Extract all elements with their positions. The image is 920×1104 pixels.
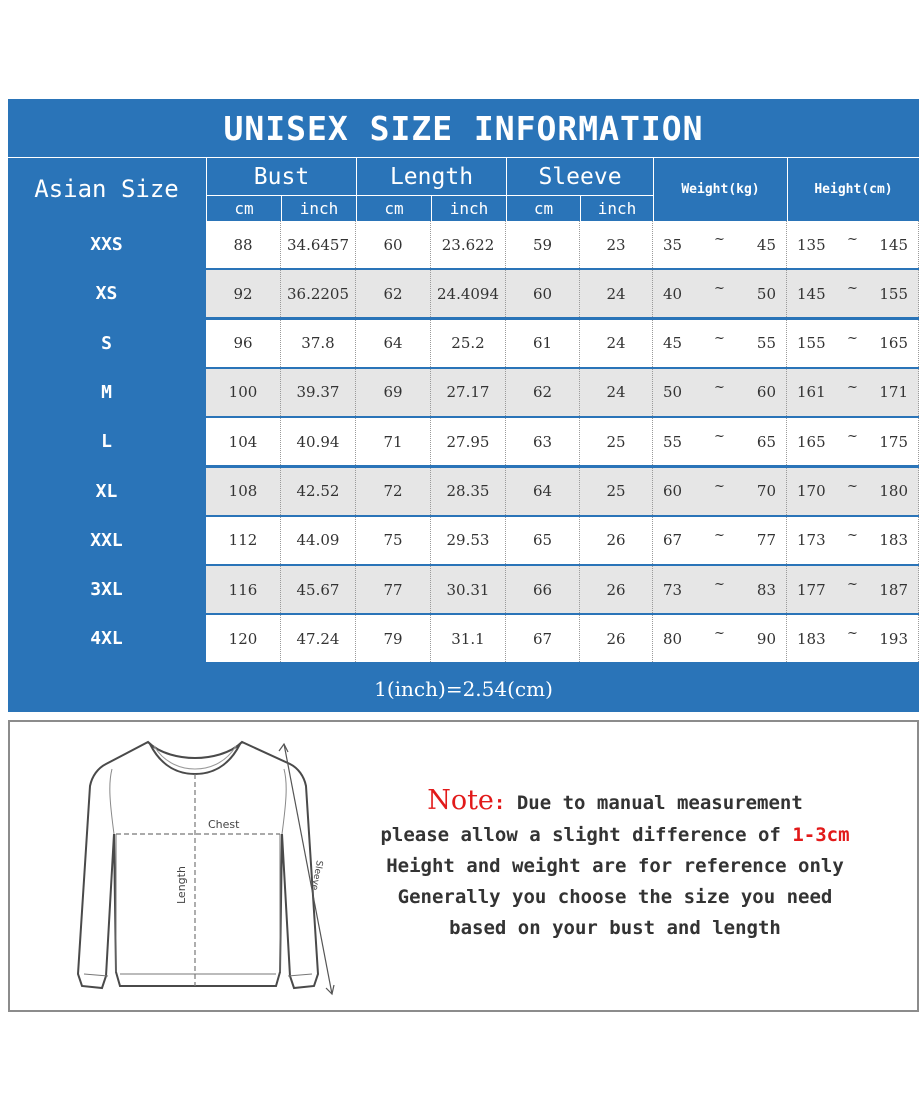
bust-cm-cell: 88	[206, 221, 281, 268]
height-min: 161	[797, 383, 826, 402]
height-max: 165	[879, 334, 908, 353]
sleeve-label: Sleeve	[308, 859, 324, 891]
weight-header: Weight(kg)	[681, 181, 760, 197]
height-min: 135	[797, 235, 826, 254]
table-row	[8, 566, 919, 613]
height-range-cell	[787, 320, 919, 367]
sleeve-inch-cell: 25	[580, 468, 653, 515]
height-range-cell	[787, 468, 919, 515]
length-cm-cell: 62	[356, 270, 431, 317]
asian-size-header: Asian Size	[34, 175, 179, 203]
bust-inch-header: inch	[299, 198, 339, 218]
length-inch-header: inch	[449, 198, 489, 218]
weight-range-cell	[653, 468, 787, 515]
range-separator: ~	[714, 626, 725, 642]
bust-inch-cell: 37.8	[281, 320, 356, 367]
weight-min: 35	[663, 235, 683, 254]
length-cm-header: cm	[384, 198, 404, 218]
sleeve-cm-cell: 60	[506, 270, 580, 317]
bust-cm-cell: 116	[206, 566, 281, 613]
sleeve-cm-cell: 66	[506, 566, 580, 613]
length-inch-cell: 24.4094	[431, 270, 506, 317]
weight-min: 50	[663, 383, 683, 402]
length-inch-cell: 29.53	[431, 517, 506, 564]
sleeve-cm-header: cm	[533, 198, 554, 218]
height-min: 155	[797, 334, 826, 353]
bust-inch-cell: 42.52	[281, 468, 356, 515]
length-cm-cell: 64	[356, 320, 431, 367]
range-separator: ~	[847, 379, 858, 395]
sleeve-cm-cell: 61	[506, 320, 580, 367]
sleeve-inch-cell: 24	[580, 320, 653, 367]
sleeve-cm-cell: 63	[506, 418, 580, 465]
length-inch-cell: 31.1	[431, 615, 506, 662]
sleeve-inch-cell: 25	[580, 418, 653, 465]
bust-inch-cell: 45.67	[281, 566, 356, 613]
height-range-cell	[787, 418, 919, 465]
sleeve-inch-cell: 26	[580, 566, 653, 613]
weight-range-cell	[653, 615, 787, 662]
weight-range-cell	[653, 517, 787, 564]
sleeve-cm-cell: 62	[506, 369, 580, 416]
size-label-cell: XXL	[8, 517, 205, 564]
note-colon: :	[493, 792, 506, 814]
height-max: 145	[879, 235, 908, 254]
height-max: 175	[879, 432, 908, 451]
sleeve-inch-cell: 23	[580, 221, 653, 268]
size-label-cell: S	[8, 320, 205, 367]
table-row	[8, 270, 919, 317]
note-text	[310, 784, 920, 944]
weight-max: 60	[756, 383, 776, 402]
weight-range-cell	[653, 566, 787, 613]
table-row	[8, 320, 919, 367]
height-max: 183	[879, 531, 908, 550]
height-range-cell	[787, 369, 919, 416]
sleeve-cm-cell: 59	[506, 221, 580, 268]
length-cm-cell: 72	[356, 468, 431, 515]
bust-cm-cell: 108	[206, 468, 281, 515]
note-difference-highlight: 1-3cm	[792, 824, 850, 846]
height-range-cell	[787, 566, 919, 613]
table-row	[8, 468, 919, 515]
sleeve-inch-header: inch	[597, 198, 637, 218]
range-separator: ~	[847, 232, 858, 247]
range-separator: ~	[714, 379, 725, 395]
range-separator: ~	[714, 527, 725, 543]
range-separator: ~	[847, 577, 858, 593]
bust-cm-cell: 112	[206, 517, 281, 564]
note-line-2: please allow a slight difference of	[380, 824, 781, 846]
size-label-cell: 4XL	[8, 615, 205, 662]
range-separator: ~	[714, 232, 725, 247]
weight-min: 80	[663, 629, 683, 648]
bust-cm-cell: 92	[206, 270, 281, 317]
bust-cm-header: cm	[234, 198, 254, 218]
weight-max: 77	[756, 531, 776, 550]
bust-inch-cell: 40.94	[281, 418, 356, 465]
size-label-cell: XXS	[8, 221, 205, 268]
bust-inch-cell: 34.6457	[281, 221, 356, 268]
bust-inch-cell: 36.2205	[281, 270, 356, 317]
height-min: 183	[797, 629, 826, 648]
range-separator: ~	[847, 330, 858, 346]
sleeve-cm-cell: 64	[506, 468, 580, 515]
size-label-cell: L	[8, 418, 205, 465]
length-inch-cell: 27.17	[431, 369, 506, 416]
note-line-3: Height and weight are for reference only	[386, 855, 844, 877]
range-separator: ~	[714, 577, 725, 593]
range-separator: ~	[847, 429, 858, 445]
sleeve-header: Sleeve	[538, 164, 622, 190]
weight-max: 70	[756, 482, 776, 500]
range-separator: ~	[714, 478, 725, 494]
sleeve-cm-cell: 65	[506, 517, 580, 564]
size-table	[8, 99, 919, 712]
weight-max: 50	[756, 284, 776, 303]
height-range-cell	[787, 615, 919, 662]
bust-inch-cell: 47.24	[281, 615, 356, 662]
note-label: Note	[427, 785, 494, 816]
weight-max: 90	[756, 629, 776, 648]
bust-cm-cell: 104	[206, 418, 281, 465]
table-row	[8, 517, 919, 564]
length-header: Length	[389, 164, 474, 190]
height-max: 171	[879, 383, 908, 402]
range-separator: ~	[847, 281, 858, 297]
size-label-cell: 3XL	[8, 566, 205, 613]
bust-inch-cell: 44.09	[281, 517, 356, 564]
table-row	[8, 418, 919, 465]
length-inch-cell: 27.95	[431, 418, 506, 465]
height-min: 170	[797, 482, 826, 500]
shirt-measurement-illustration	[50, 724, 350, 1012]
bust-cm-cell: 120	[206, 615, 281, 662]
height-max: 193	[879, 629, 908, 648]
table-row	[8, 615, 919, 662]
shirt-outline	[78, 742, 318, 988]
length-cm-cell: 69	[356, 369, 431, 416]
range-separator: ~	[714, 281, 725, 297]
height-max: 180	[879, 482, 908, 500]
size-label-cell: M	[8, 369, 205, 416]
range-separator: ~	[847, 527, 858, 543]
bust-inch-cell: 39.37	[281, 369, 356, 416]
bust-cm-cell: 100	[206, 369, 281, 416]
sleeve-inch-cell: 24	[580, 270, 653, 317]
weight-max: 83	[756, 580, 776, 599]
weight-min: 45	[663, 334, 683, 353]
weight-max: 45	[756, 235, 776, 254]
sleeve-cm-cell: 67	[506, 615, 580, 662]
length-label: Length	[175, 866, 188, 904]
length-inch-cell: 28.35	[431, 468, 506, 515]
note-line-5: based on your bust and length	[449, 917, 781, 939]
weight-max: 55	[756, 334, 776, 353]
weight-min: 60	[663, 482, 683, 500]
length-cm-cell: 60	[356, 221, 431, 268]
height-header: Height(cm)	[814, 181, 893, 197]
height-range-cell	[787, 517, 919, 564]
table-title: UNISEX SIZE INFORMATION	[223, 108, 704, 148]
range-separator: ~	[847, 626, 858, 642]
weight-range-cell	[653, 320, 787, 367]
height-min: 173	[797, 531, 826, 550]
length-inch-cell: 30.31	[431, 566, 506, 613]
size-label-cell: XL	[8, 468, 205, 515]
height-min: 145	[797, 284, 826, 303]
sleeve-inch-cell: 24	[580, 369, 653, 416]
height-max: 187	[879, 580, 908, 599]
table-row	[8, 369, 919, 416]
weight-min: 67	[663, 531, 683, 550]
length-inch-cell: 25.2	[431, 320, 506, 367]
weight-range-cell	[653, 418, 787, 465]
weight-range-cell	[653, 369, 787, 416]
length-cm-cell: 71	[356, 418, 431, 465]
note-panel	[8, 720, 919, 1012]
size-label-cell: XS	[8, 270, 205, 317]
height-min: 177	[797, 580, 826, 599]
weight-min: 73	[663, 580, 683, 599]
sleeve-inch-cell: 26	[580, 615, 653, 662]
range-separator: ~	[847, 478, 858, 494]
height-range-cell	[787, 221, 919, 268]
unit-conversion-footer: 1(inch)=2.54(cm)	[374, 676, 553, 701]
note-line-1: Due to manual measurement	[516, 792, 803, 814]
bust-header: Bust	[253, 164, 310, 190]
height-range-cell	[787, 270, 919, 317]
length-cm-cell: 79	[356, 615, 431, 662]
length-cm-cell: 75	[356, 517, 431, 564]
weight-min: 55	[663, 432, 683, 451]
note-line-4: Generally you choose the size you need	[397, 886, 833, 908]
range-separator: ~	[714, 330, 725, 346]
weight-min: 40	[663, 284, 683, 303]
bust-cm-cell: 96	[206, 320, 281, 367]
table-row	[8, 221, 919, 268]
height-max: 155	[879, 284, 908, 303]
chest-label: Chest	[208, 818, 240, 831]
height-min: 165	[797, 432, 826, 451]
range-separator: ~	[714, 429, 725, 445]
weight-max: 65	[756, 432, 776, 451]
weight-range-cell	[653, 270, 787, 317]
sleeve-inch-cell: 26	[580, 517, 653, 564]
weight-range-cell	[653, 221, 787, 268]
length-inch-cell: 23.622	[431, 221, 506, 268]
length-cm-cell: 77	[356, 566, 431, 613]
